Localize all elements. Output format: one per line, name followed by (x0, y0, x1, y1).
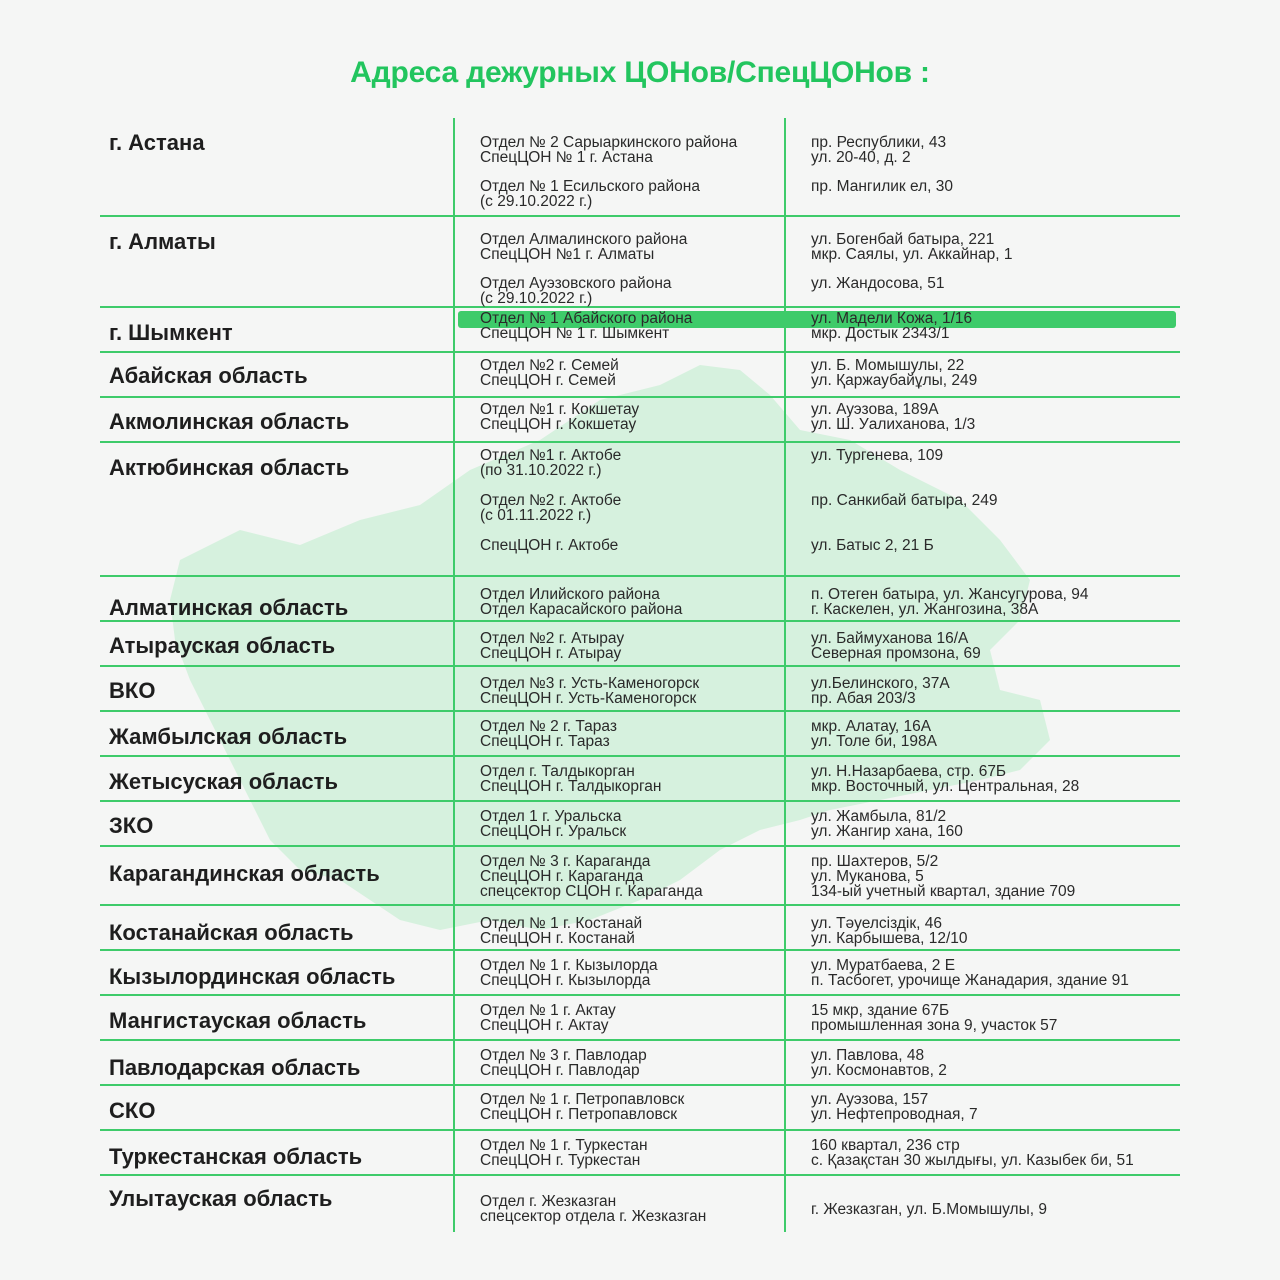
address-line: ул. Тәуелсіздік, 46 (811, 915, 942, 932)
office-name (480, 448, 621, 478)
office-line: Отдел № 1 г. Туркестан (480, 1137, 648, 1154)
office-name (480, 276, 672, 306)
address-line: ул. Нефтепроводная, 7 (811, 1106, 978, 1123)
table-row (100, 757, 1180, 802)
office-name (480, 1092, 684, 1122)
address-line: ул. Ш. Уалиханова, 1/3 (811, 416, 976, 433)
office-name (480, 232, 687, 262)
office-line: Отдел Ауэзовского района (480, 275, 672, 292)
address (811, 587, 1089, 617)
address-line: г. Жезказган, ул. Б.Момышулы, 9 (811, 1201, 1047, 1218)
region-name: ВКО (109, 678, 156, 703)
address-line: ул. Жамбыла, 81/2 (811, 808, 947, 825)
region-name: Карагандинская область (109, 861, 380, 886)
office-line: СпецЦОН №1 г. Алматы (480, 246, 655, 263)
address-line: ул. Батыс 2, 21 Б (811, 537, 934, 554)
table-row (100, 118, 1180, 217)
address (811, 493, 997, 508)
table-row (100, 1176, 1180, 1260)
address-line: ул. Карбышева, 12/10 (811, 930, 968, 947)
address (811, 809, 963, 839)
office-name (480, 179, 700, 209)
address-line: 134-ый учетный квартал, здание 709 (811, 883, 1076, 900)
table-row (100, 1086, 1180, 1131)
region-name: СКО (109, 1098, 156, 1123)
address (811, 854, 1075, 899)
address-line: п. Тасбогет, урочище Жанадария, здание 91 (811, 972, 1129, 989)
table-row (100, 1131, 1180, 1176)
address-line: пр. Республики, 43 (811, 134, 947, 151)
table-row (100, 996, 1180, 1041)
address-line: ул. Павлова, 48 (811, 1047, 925, 1064)
office-name (480, 1048, 647, 1078)
region-name: Кызылординская область (109, 964, 396, 989)
table-row (100, 906, 1180, 951)
region-name: Актюбинская область (109, 455, 350, 480)
address-line: г. Каскелен, ул. Жангозина, 38А (811, 601, 1039, 618)
region-name: Абайская область (109, 363, 308, 388)
address-line: Северная промзона, 69 (811, 645, 981, 662)
office-line: Отдел Илийского района (480, 586, 660, 603)
region-name: ЗКО (109, 813, 154, 838)
office-line: Отдел № 1 г. Петропавловск (480, 1091, 685, 1108)
region-name: Мангистауская область (109, 1008, 367, 1033)
table-row (100, 712, 1180, 757)
office-line: (с 01.11.2022 г.) (480, 507, 592, 524)
address-line: ул. Муратбаева, 2 Е (811, 957, 956, 974)
region-name: Алматинская область (109, 595, 349, 620)
address-line: ул. Ауэзова, 189А (811, 401, 939, 418)
office-name (480, 719, 617, 749)
address-line: пр. Санкибай батыра, 249 (811, 492, 998, 509)
address (811, 958, 1129, 988)
office-line: спецсектор СЦОН г. Караганда (480, 883, 703, 900)
office-line: Отдел Карасайского района (480, 601, 683, 618)
address (811, 538, 934, 553)
region-name: г. Астана (109, 130, 205, 155)
address (811, 276, 944, 291)
office-name (480, 1194, 706, 1224)
office-line: СпецЦОН г. Уральск (480, 823, 627, 840)
office-line: (с 29.10.2022 г.) (480, 290, 593, 307)
region-name: Улытауская область (109, 1186, 333, 1211)
office-name (480, 358, 619, 388)
address-line: ул. Космонавтов, 2 (811, 1062, 947, 1079)
address (811, 916, 968, 946)
table-row (100, 1041, 1180, 1086)
office-name (480, 631, 624, 661)
office-line: СпецЦОН № 1 г. Астана (480, 149, 653, 166)
office-line: Отдел № 1 г. Актау (480, 1002, 616, 1019)
address-line: ул. Муканова, 5 (811, 868, 924, 885)
office-line: Отдел №2 г. Актобе (480, 492, 622, 509)
region-name: Павлодарская область (109, 1055, 361, 1080)
address (811, 1138, 1134, 1168)
region-name: Жамбылская область (109, 724, 348, 749)
office-name (480, 402, 639, 432)
address (811, 358, 977, 388)
table-row (100, 308, 1180, 353)
address-line: ул. Қаржаубайұлы, 249 (811, 372, 978, 389)
office-line: спецсектор отдела г. Жезказган (480, 1208, 707, 1225)
address-line: ул. Богенбай батыра, 221 (811, 231, 995, 248)
address-line: пр. Абая 203/3 (811, 690, 916, 707)
table-row (100, 398, 1180, 443)
office-line: СпецЦОН г. Актобе (480, 537, 619, 554)
address-line: промышленная зона 9, участок 57 (811, 1017, 1058, 1034)
office-line: СпецЦОН г. Актау (480, 1017, 609, 1034)
address-line: пр. Шахтеров, 5/2 (811, 853, 939, 870)
address (811, 719, 937, 749)
region-name: г. Шымкент (109, 320, 233, 345)
table-row (100, 622, 1180, 667)
region-name: Туркестанская область (109, 1144, 363, 1169)
region-name: Акмолинская область (109, 409, 350, 434)
address-line: пр. Мангилик ел, 30 (811, 178, 953, 195)
address (811, 631, 981, 661)
address-line: мкр. Алатау, 16А (811, 718, 932, 735)
address (811, 311, 972, 341)
office-line: СпецЦОН г. Усть-Каменогорск (480, 690, 697, 707)
address-line: ул. Толе би, 198А (811, 733, 937, 750)
address-line: ул. Ауэзова, 157 (811, 1091, 929, 1108)
office-name (480, 587, 682, 617)
region-name: Жетысуская область (109, 769, 338, 794)
address-line: ул. Тургенева, 109 (811, 447, 944, 464)
table-row (100, 353, 1180, 398)
office-name (480, 764, 661, 794)
address (811, 1003, 1057, 1033)
address (811, 1202, 1047, 1217)
address (811, 676, 950, 706)
address-line: ул. Жангир хана, 160 (811, 823, 963, 840)
region-name: г. Алматы (109, 229, 216, 254)
address-line: п. Отеген батыра, ул. Жансугурова, 94 (811, 586, 1089, 603)
region-name: Атырауская область (109, 633, 336, 658)
address-line: ул. Жандосова, 51 (811, 275, 945, 292)
address-line: ул. Мадели Кожа, 1/16 (811, 310, 973, 327)
office-name (480, 493, 621, 523)
address-line: 15 мкр, здание 67Б (811, 1002, 950, 1019)
office-line: Отдел г. Жезказган (480, 1193, 617, 1210)
table-row (100, 217, 1180, 308)
office-line: СпецЦОН г. Атырау (480, 645, 622, 662)
address (811, 1048, 947, 1078)
address-line: ул. Б. Момышулы, 22 (811, 357, 965, 374)
office-line: СпецЦОН г. Туркестан (480, 1152, 641, 1169)
office-line: Отдел №2 г. Семей (480, 357, 619, 374)
table-row (100, 443, 1180, 577)
address-line: с. Қазақстан 30 жылдығы, ул. Казыбек би, 51 (811, 1152, 1134, 1169)
office-line: СпецЦОН г. Кокшетау (480, 416, 637, 433)
address-table (100, 118, 1180, 1260)
office-line: Отдел Алмалинского района (480, 231, 688, 248)
office-line: СпецЦОН г. Костанай (480, 930, 635, 947)
address-line: ул.Белинского, 37А (811, 675, 950, 692)
office-line: СпецЦОН г. Караганда (480, 868, 644, 885)
office-line: Отдел 1 г. Уральска (480, 808, 622, 825)
office-name (480, 676, 699, 706)
office-name (480, 1003, 616, 1033)
office-line: Отдел № 1 Абайского района (480, 310, 693, 327)
address-line: мкр. Восточный, ул. Центральная, 28 (811, 778, 1080, 795)
office-name (480, 538, 618, 553)
office-line: СпецЦОН г. Семей (480, 372, 616, 389)
table-row (100, 951, 1180, 996)
office-line: Отдел №2 г. Атырау (480, 630, 625, 647)
office-name (480, 311, 692, 341)
office-line: СпецЦОН г. Петропавловск (480, 1106, 678, 1123)
office-line: (по 31.10.2022 г.) (480, 462, 602, 479)
table-row (100, 667, 1180, 712)
office-name (480, 916, 642, 946)
office-line: Отдел № 3 г. Павлодар (480, 1047, 647, 1064)
office-line: СпецЦОН г. Тараз (480, 733, 610, 750)
address (811, 179, 953, 194)
address (811, 764, 1079, 794)
office-name (480, 854, 703, 899)
office-line: Отдел № 3 г. Караганда (480, 853, 651, 870)
table-row (100, 847, 1180, 906)
address-line: ул. Баймуханова 16/А (811, 630, 969, 647)
region-name: Костанайская область (109, 920, 354, 945)
table-row (100, 802, 1180, 847)
address (811, 448, 943, 463)
address-line: мкр. Саялы, ул. Аккайнар, 1 (811, 246, 1013, 263)
office-line: Отдел №1 г. Кокшетау (480, 401, 640, 418)
table-row (100, 577, 1180, 622)
page-title: Адреса дежурных ЦОНов/СпецЦОНов : (350, 56, 930, 89)
office-name (480, 1138, 648, 1168)
office-name (480, 958, 658, 988)
office-line: СпецЦОН г. Кызылорда (480, 972, 651, 989)
office-line: Отдел № 1 Есильского района (480, 178, 700, 195)
office-line: Отдел №1 г. Актобе (480, 447, 622, 464)
office-name (480, 135, 737, 165)
office-line: СпецЦОН № 1 г. Шымкент (480, 325, 670, 342)
office-line: Отдел № 1 г. Костанай (480, 915, 643, 932)
office-line: СпецЦОН г. Павлодар (480, 1062, 640, 1079)
address-line: 160 квартал, 236 стр (811, 1137, 960, 1154)
address (811, 135, 946, 165)
office-line: (с 29.10.2022 г.) (480, 193, 593, 210)
address-line: ул. Н.Назарбаева, стр. 67Б (811, 763, 1007, 780)
office-line: Отдел № 2 г. Тараз (480, 718, 617, 735)
address (811, 402, 975, 432)
office-line: Отдел г. Талдыкорган (480, 763, 635, 780)
address (811, 1092, 978, 1122)
office-line: Отдел № 2 Сарыаркинского района (480, 134, 738, 151)
office-line: СпецЦОН г. Талдыкорган (480, 778, 662, 795)
address-line: мкр. Достык 2343/1 (811, 325, 950, 342)
address (811, 232, 1012, 262)
office-name (480, 809, 626, 839)
office-line: Отдел №3 г. Усть-Каменогорск (480, 675, 700, 692)
office-line: Отдел № 1 г. Кызылорда (480, 957, 658, 974)
address-line: ул. 20-40, д. 2 (811, 149, 911, 166)
